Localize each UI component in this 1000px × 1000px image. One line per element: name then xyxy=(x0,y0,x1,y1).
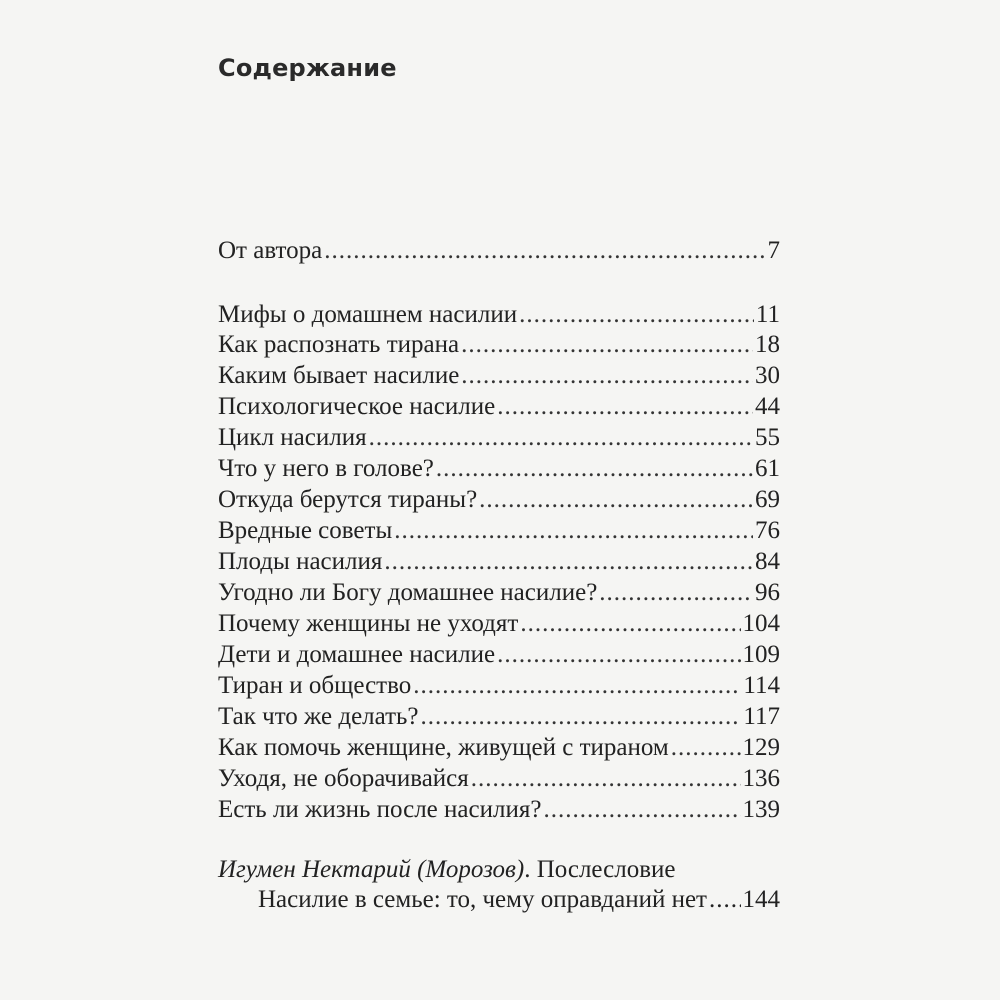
toc-leader-dots xyxy=(520,609,740,639)
toc-heading: Содержание xyxy=(218,54,397,82)
toc-entry[interactable] xyxy=(218,671,780,701)
toc-entry-title: Дети и домашнее насилие xyxy=(218,641,496,668)
toc-leader-dots xyxy=(497,640,740,670)
toc-leader-dots xyxy=(497,392,753,422)
toc-entry-page: 11 xyxy=(755,301,780,328)
toc-entry-title: Как распознать тирана xyxy=(218,331,460,358)
toc-leader-dots xyxy=(421,702,742,732)
toc-entry[interactable] xyxy=(218,423,780,453)
toc-leader-dots xyxy=(394,516,753,546)
toc-entry-title: Так что же делать? xyxy=(218,703,419,730)
toc-entry-page: 55 xyxy=(755,424,780,451)
toc-entry[interactable] xyxy=(218,361,780,391)
toc-entry-title: Вредные советы xyxy=(218,517,393,544)
toc-entry-page: 109 xyxy=(742,641,780,668)
toc-entry-page: 7 xyxy=(767,237,780,264)
toc-leader-dots xyxy=(599,578,753,608)
toc-leader-dots xyxy=(479,485,753,515)
toc-entry-page: 76 xyxy=(755,517,780,544)
toc-entry-title: Угодно ли Богу домашнее насилие? xyxy=(218,579,598,606)
toc-leader-dots xyxy=(671,733,741,763)
afterword-separator: . xyxy=(524,856,537,883)
afterword-title: Насилие в семье: то, чему оправданий нет xyxy=(258,886,707,913)
toc-leader-dots xyxy=(471,764,741,794)
toc-entry[interactable] xyxy=(218,454,780,484)
toc-entry-title: Тиран и общество xyxy=(218,672,412,699)
toc-entry[interactable] xyxy=(218,392,780,422)
toc-entry-page: 139 xyxy=(742,796,780,823)
toc-entry[interactable] xyxy=(218,764,780,794)
toc-entry-page: 44 xyxy=(755,393,780,420)
toc-entry[interactable] xyxy=(218,795,780,825)
toc-entry-page: 30 xyxy=(755,362,780,389)
afterword-page: 144 xyxy=(742,886,780,913)
toc-entry-title: Каким бывает насилие xyxy=(218,362,460,389)
toc-entry-page: 104 xyxy=(742,610,780,637)
toc-leader-dots xyxy=(436,454,753,484)
toc-entry[interactable] xyxy=(218,236,780,266)
toc-entry[interactable] xyxy=(218,702,780,732)
toc-entry-title: Как помочь женщине, живущей с тираном xyxy=(218,734,669,761)
toc-entry[interactable] xyxy=(218,516,780,546)
toc-entry-page: 129 xyxy=(742,734,780,761)
toc-leader-dots xyxy=(461,330,753,360)
toc-entry-page: 69 xyxy=(755,486,780,513)
toc-entry-title: Плоды насилия xyxy=(218,548,383,575)
toc-entry-page: 136 xyxy=(742,765,780,792)
toc-entry[interactable] xyxy=(218,733,780,763)
toc-entry-title: Откуда берутся тираны? xyxy=(218,486,478,513)
toc-entry-title: Мифы о домашнем насилии xyxy=(218,301,518,328)
toc-entry-page: 117 xyxy=(743,703,780,730)
toc-leader-dots xyxy=(384,547,753,577)
toc-entry[interactable] xyxy=(218,485,780,515)
toc-entry[interactable] xyxy=(218,640,780,670)
toc-entry[interactable] xyxy=(218,609,780,639)
toc-leader-dots xyxy=(324,236,765,266)
toc-entry[interactable] xyxy=(218,300,780,330)
toc-entry-page: 18 xyxy=(755,331,780,358)
toc-entry-title: Цикл насилия xyxy=(218,424,367,451)
table-of-contents xyxy=(218,0,780,1000)
toc-entry-title: Что у него в голове? xyxy=(218,455,434,482)
toc-leader-dots xyxy=(709,885,741,915)
toc-entry[interactable] xyxy=(218,330,780,360)
afterword-entry[interactable] xyxy=(258,885,780,915)
toc-leader-dots xyxy=(543,795,740,825)
toc-entry-page: 96 xyxy=(755,579,780,606)
toc-entry[interactable] xyxy=(218,547,780,577)
toc-entry-page: 84 xyxy=(755,548,780,575)
toc-leader-dots xyxy=(413,671,741,701)
toc-entry-page: 61 xyxy=(755,455,780,482)
toc-entry-title: Уходя, не оборачивайся xyxy=(218,765,469,792)
toc-entry-title: Есть ли жизнь после насилия? xyxy=(218,796,542,823)
toc-leader-dots xyxy=(519,300,754,330)
toc-entry-page: 114 xyxy=(743,672,780,699)
toc-entry-title: Психологическое насилие xyxy=(218,393,496,420)
toc-leader-dots xyxy=(369,423,753,453)
toc-entry-title: От автора xyxy=(218,237,323,264)
toc-leader-dots xyxy=(461,361,753,391)
afterword-heading[interactable] xyxy=(218,855,676,885)
afterword-author: Игумен Нектарий (Морозов) xyxy=(218,856,525,883)
afterword-label: Послесловие xyxy=(536,856,676,883)
toc-entry[interactable] xyxy=(218,578,780,608)
toc-entry-title: Почему женщины не уходят xyxy=(218,610,519,637)
